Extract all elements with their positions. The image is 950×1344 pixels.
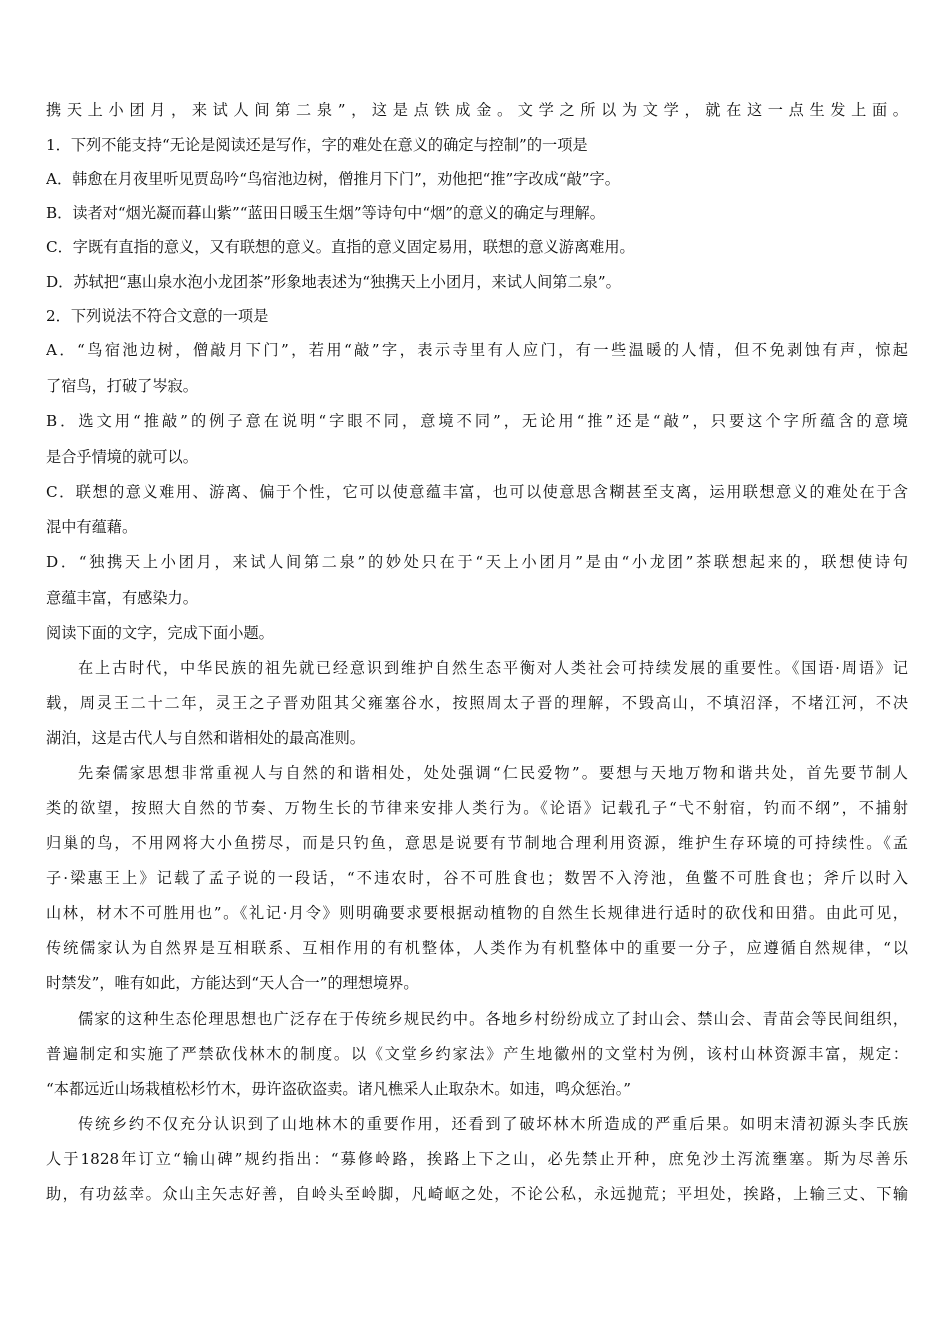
passage-p2-line: 归巢的鸟，不用网将大小鱼捞尽，而是只钓鱼，意思是说要有节制地合理利用资源，维护生存环境的可持续性。《孟 <box>46 834 908 852</box>
passage-p4-line: 传统乡约不仅充分认识到了山地林木的重要作用，还看到了破坏林木所造成的严重后果。如明末清初源头李氏族 <box>78 1115 908 1133</box>
question-2-option-c-line-2: 混中有蕴藉。 <box>46 518 138 536</box>
passage-p2-line: 时禁发”，唯有如此，方能达到“天人合一”的理想境界。 <box>46 974 419 992</box>
question-1-stem: 1．下列不能支持“无论是阅读还是写作，字的难处在意义的确定与控制”的一项是 <box>46 136 588 154</box>
question-2-option-a-line-1: A．“鸟宿池边树，僧敲月下门”，若用“敲”字，表示寺里有人应门，有一些温暖的人情，但不免剥蚀有声，惊起 <box>46 341 908 359</box>
question-2-option-d-line-2: 意蕴丰富，有感染力。 <box>46 589 198 607</box>
passage-p1-line: 湖泊，这是古代人与自然和谐相处的最高准则。 <box>46 729 365 747</box>
passage-p3-line: 儒家的这种生态伦理思想也广泛存在于传统乡规民约中。各地乡村纷纷成立了封山会、禁山会、青苗会等民间组织， <box>78 1010 908 1028</box>
question-2-option-b-line-1: B．选文用“推敲”的例子意在说明“字眼不同，意境不同”，无论用“推”还是“敲”，只要这个字所蕴含的意境 <box>46 412 908 430</box>
passage-p3-line: “本都远近山场栽植松杉竹木，毋许盗砍盗卖。诸凡樵采人止取杂木。如违，鸣众惩治。” <box>46 1080 632 1098</box>
passage-p1-line: 在上古时代，中华民族的祖先就已经意识到维护自然生态平衡对人类社会可持续发展的重要性。《国语·周语》记 <box>78 659 908 677</box>
passage-p4-line: 助，有功兹幸。众山主矢志好善，自岭头至岭脚，凡崎岖之处，不论公私，永远抛荒；平坦处，挨路，上输三丈、下输 <box>46 1185 908 1203</box>
passage-p1-line: 载，周灵王二十二年，灵王之子晋劝阻其父雍塞谷水，按照周太子晋的理解，不毁高山，不填沼泽，不堵江河，不决 <box>46 694 908 712</box>
passage-p4-line: 人于1828年订立“输山碑”规约指出：“募修岭路，挨路上下之山，必先禁止开种，庶免沙土泻流壅塞。斯为尽善乐 <box>46 1150 908 1168</box>
question-1-option-d: D．苏轼把“惠山泉水泡小龙团茶”形象地表述为“独携天上小团月，来试人间第二泉”。 <box>46 273 621 291</box>
question-2-option-a-line-2: 了宿鸟，打破了岑寂。 <box>46 377 198 395</box>
question-2-option-d-line-1: D．“独携天上小团月，来试人间第二泉”的妙处只在于“天上小团月”是由“小龙团”茶联想起来的，联想使诗句 <box>46 553 908 571</box>
passage-p2-line: 传统儒家认为自然界是互相联系、互相作用的有机整体，人类作为有机整体中的重要一分子，应遵循自然规律，“以 <box>46 939 908 957</box>
question-2-stem: 2．下列说法不符合文意的一项是 <box>46 307 269 325</box>
question-2-option-b-line-2: 是合乎情境的就可以。 <box>46 448 198 466</box>
passage-p2-line: 类的欲望，按照大自然的节奏、万物生长的节律来安排人类行为。《论语》记载孔子“弋不射宿，钓而不纲”，不捕射 <box>46 799 908 817</box>
reading-instruction: 阅读下面的文字，完成下面小题。 <box>46 624 274 642</box>
question-2-option-c-line-1: C．联想的意义难用、游离、偏于个性，它可以使意蕴丰富，也可以使意思含糊甚至支离，运用联想意义的难处在于含 <box>46 483 908 501</box>
passage-p2-line: 子·梁惠王上》记载了孟子说的一段话，“不违农时，谷不可胜食也；数罟不入洿池，鱼鳖不可胜食也；斧斤以时入 <box>46 869 908 887</box>
passage-p3-line: 普遍制定和实施了严禁砍伐林木的制度。以《文堂乡约家法》产生地徽州的文堂村为例，该村山林资源丰富，规定： <box>46 1045 908 1063</box>
passage-p2-line: 山林，材木不可胜用也”。《礼记·月令》则明确要求要根据动植物的自然生长规律进行适时的砍伐和田猎。由此可见， <box>46 904 908 922</box>
passage-p2-line: 先秦儒家思想非常重视人与自然的和谐相处，处处强调“仁民爱物”。要想与天地万物和谐共处，首先要节制人 <box>78 764 908 782</box>
question-1-option-a: A．韩愈在月夜里听见贾岛吟“鸟宿池边树，僧推月下门”，劝他把“推”字改成“敲”字。 <box>46 170 620 188</box>
question-1-option-b: B．读者对“烟光凝而暮山紫”“蓝田日暖玉生烟”等诗句中“烟”的意义的确定与理解。 <box>46 204 605 222</box>
continuation-line: 携天上小团月，来试人间第二泉”，这是点铁成金。文学之所以为文学，就在这一点生发上面。 <box>46 101 908 119</box>
question-1-option-c: C．字既有直指的意义，又有联想的意义。直指的意义固定易用，联想的意义游离难用。 <box>46 238 635 256</box>
